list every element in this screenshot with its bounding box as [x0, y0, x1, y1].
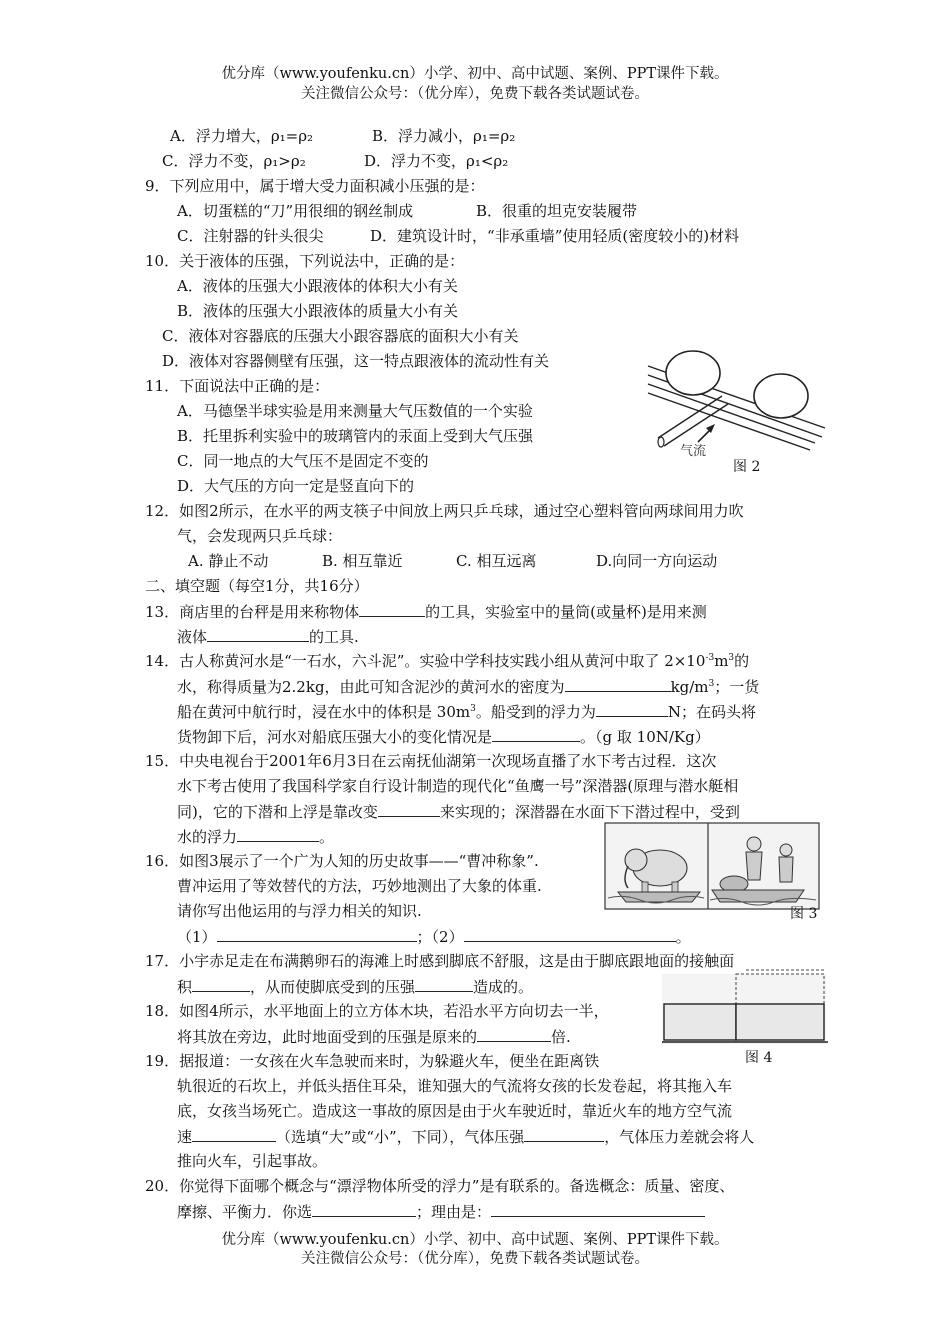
q14-unit-3-sup: 3 [470, 704, 476, 714]
q15-blank-1[interactable] [378, 802, 440, 817]
q17-text-2: ，从而使脚底受到的压强 [250, 978, 416, 996]
q16-end: 。 [675, 928, 691, 946]
q10-option-b: B．液体的压强大小跟液体的质量大小有关 [177, 302, 459, 320]
q12-line-1: 12．如图2所示，在水平的两支筷子中间放上两只乒乓球，通过空心塑料管向两球间用力吹 [145, 502, 744, 520]
q17-line-2 [177, 977, 533, 996]
person-1-head [747, 837, 761, 851]
q12-line-2: 气，会发现两只乒乓球： [177, 527, 343, 545]
q16-line-3: 请你写出他运用的与浮力相关的知识. [177, 902, 422, 920]
elephant-head [625, 849, 647, 871]
q19-line-5: 推向火车，引起事故。 [177, 1152, 328, 1170]
q16-label-1: （1） [177, 928, 217, 946]
q20-text-2: ；理由是： [416, 1203, 492, 1221]
q10-stem: 10．关于液体的压强，下列说法中，正确的是： [145, 252, 465, 270]
q19-text-3: ，气体压力差就会将人 [604, 1128, 755, 1146]
q15-line-2: 水下考古使用了我国科学家自行设计制造的现代化“鱼鹰一号”深潜器(原理与潜水艇相 [177, 777, 739, 795]
q11-option-d: D．大气压的方向一定是竖直向下的 [177, 477, 415, 495]
q19-blank-2[interactable] [524, 1127, 604, 1142]
q14-line-1 [145, 652, 749, 670]
q20-blank-2[interactable] [491, 1202, 705, 1217]
q9-stem: 9．下列应用中，属于增大受力面积减小压强的是： [145, 177, 485, 195]
q14-line-2 [177, 677, 759, 696]
q11-stem: 11．下面说法中正确的是： [145, 377, 330, 395]
q16-blank-1[interactable] [217, 927, 417, 942]
elephant-leg-front [642, 882, 648, 892]
q15-line-4 [177, 827, 334, 846]
q19-blank-1[interactable] [192, 1127, 276, 1142]
q13-text-4: 的工具. [309, 628, 359, 646]
q14-unit-1: m [714, 652, 729, 670]
q18-line-2 [177, 1027, 571, 1046]
q14-line-4 [177, 727, 710, 746]
half-block-right [736, 1004, 824, 1040]
elephant-leg-back [672, 882, 678, 892]
q14-text-3: 水，称得质量为2.2kg，由此可知含泥沙的黄河水的密度为 [177, 678, 565, 696]
q9-option-d: D．建筑设计时，“非承重墙”使用轻质(密度较小的)材料 [370, 227, 740, 245]
header-line-1: 优分库（www.youfenku.cn）小学、初中、高中试题、案例、PPT课件下载。 [221, 66, 729, 82]
q15-line-3 [177, 802, 740, 821]
q17-blank-2[interactable] [415, 977, 473, 992]
q15-text-1: 同)，它的下潜和上浮是靠改变 [177, 803, 378, 821]
person-1-body [746, 852, 762, 880]
q14-text-5: 船在黄河中航行时，浸在水中的体积是 30m [177, 703, 471, 721]
airflow-label: 气流 [680, 444, 707, 459]
q13-text-2: 的工具，实验室中的量筒(或量杯)是用来测 [425, 603, 707, 621]
q14-line-3 [177, 702, 756, 721]
q16-line-4 [177, 927, 691, 946]
figure-2-chopsticks-balls [640, 338, 830, 463]
q13-text-1: 13．商店里的台秤是用来称物体 [145, 603, 360, 621]
q17-text-1: 积 [177, 978, 193, 996]
q20-line-1: 20．你觉得下面哪个概念与“漂浮物体所受的浮力”是有联系的。备选概念：质量、密度、 [145, 1177, 735, 1195]
q19-line-1: 19．据报道：一女孩在火车急驶而来时，为躲避火车，便坐在距离铁 [145, 1052, 600, 1070]
q12-option-b: B. 相互靠近 [322, 552, 403, 570]
q13-blank-1[interactable] [359, 602, 425, 617]
q14-unit-2-sup: 3 [708, 679, 715, 689]
q14-text-7: N；在码头将 [667, 703, 756, 721]
q13-line-2 [177, 627, 359, 646]
q15-line-1: 15．中央电视台于2001年6月3日在云南抚仙湖第一次现场直播了水下考古过程．这次 [145, 752, 717, 770]
q10-option-d: D．液体对容器侧壁有压强，这一特点跟液体的流动性有关 [162, 352, 550, 370]
q12-option-a: A. 静止不动 [188, 552, 269, 570]
q12-option-d: D.向同一方向运动 [596, 552, 718, 570]
q14-text-4: ；一货 [714, 678, 760, 696]
q17-text-3: 造成的。 [473, 978, 534, 996]
q9-option-b: B．很重的坦克安装履带 [476, 202, 638, 220]
ping-pong-ball-left [666, 351, 720, 395]
q14-text-6: 。船受到的浮力为 [475, 703, 596, 721]
q16-blank-2[interactable] [464, 927, 676, 942]
q19-text-1: 速 [177, 1128, 193, 1146]
figure-3-cao-chong-weighs-elephant [604, 822, 820, 910]
q14-blank-1[interactable] [565, 677, 671, 692]
q20-text-1: 摩擦、平衡力．你选 [177, 1203, 313, 1221]
half-block-left [664, 1004, 736, 1040]
q13-blank-2[interactable] [207, 627, 309, 642]
q19-text-2: （选填“大”或“小”，下同），气体压强 [276, 1128, 525, 1146]
q18-text-2: 倍. [551, 1028, 571, 1046]
header-line-2: 关注微信公众号：（优分库），免费下载各类试题试卷。 [301, 86, 649, 102]
q16-label-2: ；（2） [416, 928, 464, 946]
q20-line-2 [177, 1202, 705, 1221]
figure-4-caption: 图 4 [745, 1050, 773, 1066]
q20-blank-1[interactable] [312, 1202, 416, 1217]
straw-opening [658, 437, 664, 447]
section-2-title: 二、填空题（每空1分，共16分） [145, 577, 369, 595]
ping-pong-ball-right [754, 374, 808, 418]
q11-option-c: C．同一地点的大气压不是固定不变的 [177, 452, 429, 470]
q17-line-1: 17．小宇赤足走在布满鹅卵石的海滩上时感到脚底不舒服，这是由于脚底跟地面的接触面 [145, 952, 735, 970]
q14-exponent: -3 [705, 653, 715, 663]
q13-text-3: 液体 [177, 628, 208, 646]
q8-option-c: C．浮力不变，ρ₁>ρ₂ [162, 152, 306, 170]
q17-blank-1[interactable] [192, 977, 250, 992]
q18-line-1: 18．如图4所示，水平地面上的立方体木块，若沿水平方向切去一半， [145, 1002, 609, 1020]
q11-option-a: A．马德堡半球实验是用来测量大气压数值的一个实验 [177, 402, 533, 420]
q14-text-8: 货物卸下后，河水对船底压强大小的变化情况是 [177, 728, 493, 746]
q14-unit-2: kg/m [670, 678, 709, 696]
footer-line-1: 优分库（www.youfenku.cn）小学、初中、高中试题、案例、PPT课件下载。 [221, 1232, 729, 1248]
q10-option-a: A．液体的压强大小跟液体的体积大小有关 [177, 277, 458, 295]
q10-option-c: C．液体对容器底的压强大小跟容器底的面积大小有关 [162, 327, 519, 345]
figure-3-caption: 图 3 [790, 906, 818, 922]
q8-option-b: B．浮力减小，ρ₁=ρ₂ [372, 127, 516, 145]
q16-line-2: 曹冲运用了等效替代的方法，巧妙地测出了大象的体重. [177, 877, 542, 895]
q15-blank-2[interactable] [237, 827, 319, 842]
q18-text-1: 将其放在旁边，此时地面受到的压强是原来的 [177, 1028, 478, 1046]
person-2-head [780, 844, 792, 856]
q14-text-9: 。（g 取 10N/Kg） [580, 728, 710, 746]
q18-blank-1[interactable] [477, 1027, 551, 1042]
q19-line-4 [177, 1127, 754, 1146]
q14-unit-1-sup: 3 [728, 653, 735, 663]
q13-line-1 [145, 602, 707, 621]
q14-blank-3[interactable] [492, 727, 580, 742]
q9-option-c: C．注射器的针头很尖 [177, 227, 324, 245]
figure-4-wooden-block [660, 968, 830, 1048]
q19-line-3: 底，女孩当场死亡。造成这一事故的原因是由于火车驶近时，靠近火车的地方空气流 [177, 1102, 733, 1120]
q11-option-b: B．托里拆利实验中的玻璃管内的汞面上受到大气压强 [177, 427, 534, 445]
figure-2-caption: 图 2 [733, 459, 761, 475]
q14-text-1: 14．古人称黄河水是“一石水，六斗泥”。实验中学科技实践小组从黄河中取了 2×10 [145, 652, 706, 670]
q8-option-a: A．浮力增大，ρ₁=ρ₂ [170, 127, 314, 145]
q15-text-3: 水的浮力 [177, 828, 238, 846]
q14-blank-2[interactable] [596, 702, 668, 717]
q19-line-2: 轨很近的石坎上，并低头捂住耳朵，谁知强大的气流将女孩的长发卷起，将其拖入车 [177, 1077, 733, 1095]
straw-edge-1 [658, 396, 722, 438]
q9-option-a: A．切蛋糕的“刀”用很细的钢丝制成 [177, 202, 414, 220]
person-2-body [779, 857, 793, 882]
q8-option-d: D．浮力不变，ρ₁<ρ₂ [364, 152, 509, 170]
q14-text-2: 的 [734, 652, 750, 670]
q15-text-2: 来实现的；深潜器在水面下下潜过程中，受到 [439, 803, 740, 821]
q12-option-c: C. 相互远离 [456, 552, 537, 570]
q16-line-1: 16．如图3展示了一个广为人知的历史故事——“曹冲称象”. [145, 852, 539, 870]
footer-line-2: 关注微信公众号：（优分库），免费下载各类试题试卷。 [301, 1251, 649, 1267]
boat-right [712, 890, 804, 902]
q15-text-4: 。 [319, 828, 335, 846]
